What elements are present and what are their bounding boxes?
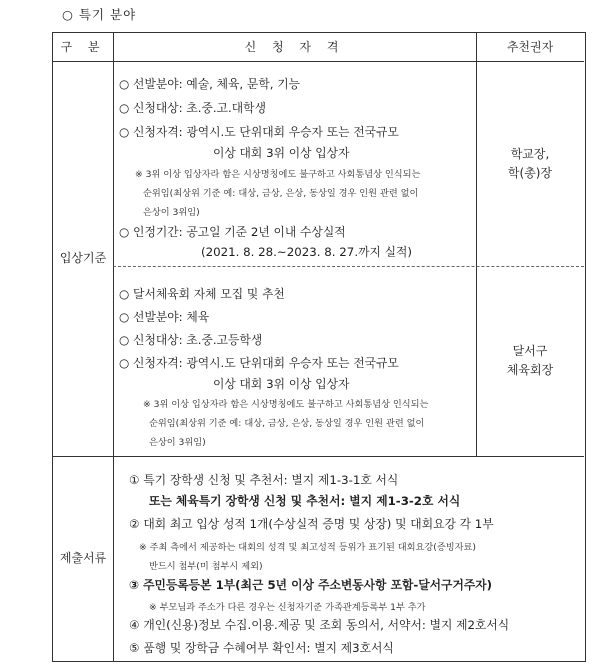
recommender-line: 체육회장 bbox=[506, 363, 554, 377]
criteria-note-line: 순위임(최상위 기준 예: 대상, 금상, 은상, 동상일 경우 인원 관련 없이 bbox=[143, 188, 419, 199]
recommender-sports-council bbox=[476, 266, 584, 456]
header-category: 구 분 bbox=[60, 39, 106, 54]
document-note: ※ 주최 측에서 제공하는 대회의 성격 및 최고성적 등위가 표기된 대회요강(증빙자료) bbox=[139, 542, 476, 553]
criteria-line: 이상 대회 3위 이상 입상자 bbox=[213, 146, 350, 160]
recommender-line: 학교장, bbox=[510, 146, 550, 161]
document-item: ③ 주민등록등본 1부(최근 5년 이상 주소변동사항 포함-달서구거주자) bbox=[129, 578, 493, 592]
document-item: ⑤ 품행 및 장학금 수혜여부 확인서: 별지 제3호서식 bbox=[129, 641, 394, 655]
document-note: 반드시 첨부(미 첨부시 제외) bbox=[149, 561, 263, 572]
header-qualification: 신 청 자 격 bbox=[244, 39, 345, 54]
criteria-line: ○ 선발분야: 체육 bbox=[119, 310, 210, 324]
criteria-line: (2021. 8. 28.~2023. 8. 27.까지 실적) bbox=[201, 245, 412, 259]
row-label-documents: 제출서류 bbox=[59, 551, 107, 565]
document-item: 또는 체육특기 장학생 신청 및 추천서: 별지 제1-3-2호 서식 bbox=[149, 494, 461, 508]
recommender-line: 달서구 bbox=[512, 344, 548, 358]
row-label-award-criteria: 입상기준 bbox=[59, 251, 107, 265]
criteria-line: ○ 신청대상: 초.중.고등학생 bbox=[119, 333, 263, 347]
recommender-school bbox=[476, 61, 584, 266]
document-item: ② 대회 최고 입상 성적 1개(수상실적 증명 및 상장) 및 대회요강 각 1부 bbox=[129, 517, 494, 531]
criteria-line: ○ 선발분야: 예술, 체육, 문학, 기능 bbox=[119, 77, 301, 91]
criteria-note-line: 은상이 3위임) bbox=[149, 437, 206, 448]
criteria-line: ○ 신청대상: 초.중.고.대학생 bbox=[119, 101, 266, 115]
document-item: ④ 개인(신용)정보 수집.이용.제공 및 조회 동의서, 서약서: 별지 제2호서식 bbox=[129, 618, 510, 632]
document-note: ※ 부모님과 주소가 다른 경우는 신청자기준 가족관계등록부 1부 추가 bbox=[149, 602, 426, 613]
section-heading: ○ 특기 분야 bbox=[62, 7, 137, 22]
criteria-line: ○ 인정기간: 공고일 기준 2년 이내 수상실적 bbox=[119, 225, 346, 239]
criteria-line: 이상 대회 3위 이상 입상자 bbox=[213, 377, 350, 391]
criteria-line: ○ 신청자격: 광역시.도 단위대회 우승자 또는 전국규모 bbox=[119, 356, 399, 370]
criteria-note-line: 은상이 3위임) bbox=[143, 207, 200, 218]
column-divider bbox=[113, 33, 114, 661]
recommender-line: 학(총)장 bbox=[507, 165, 553, 180]
criteria-note-line: ※ 3위 이상 입상자라 함은 시상명칭에도 불구하고 사회통념상 인식되는 bbox=[143, 399, 429, 410]
row-divider bbox=[53, 456, 584, 457]
header-recommender: 추천권자 bbox=[506, 39, 554, 54]
criteria-line: ○ 신청자격: 광역시.도 단위대회 우승자 또는 전국규모 bbox=[119, 125, 399, 139]
criteria-note-line: 순위임(최상위 기준 예: 대상, 금상, 은상, 동상일 경우 인원 관련 없이 bbox=[149, 418, 425, 429]
criteria-line: ○ 달서체육회 자체 모집 및 추천 bbox=[119, 287, 285, 301]
eligibility-table bbox=[52, 32, 586, 662]
document-item: ① 특기 장학생 신청 및 추천서: 별지 제1-3-1호 서식 bbox=[129, 473, 399, 487]
criteria-note-line: ※ 3위 이상 입상자라 함은 시상명칭에도 불구하고 사회통념상 인식되는 bbox=[135, 169, 421, 180]
